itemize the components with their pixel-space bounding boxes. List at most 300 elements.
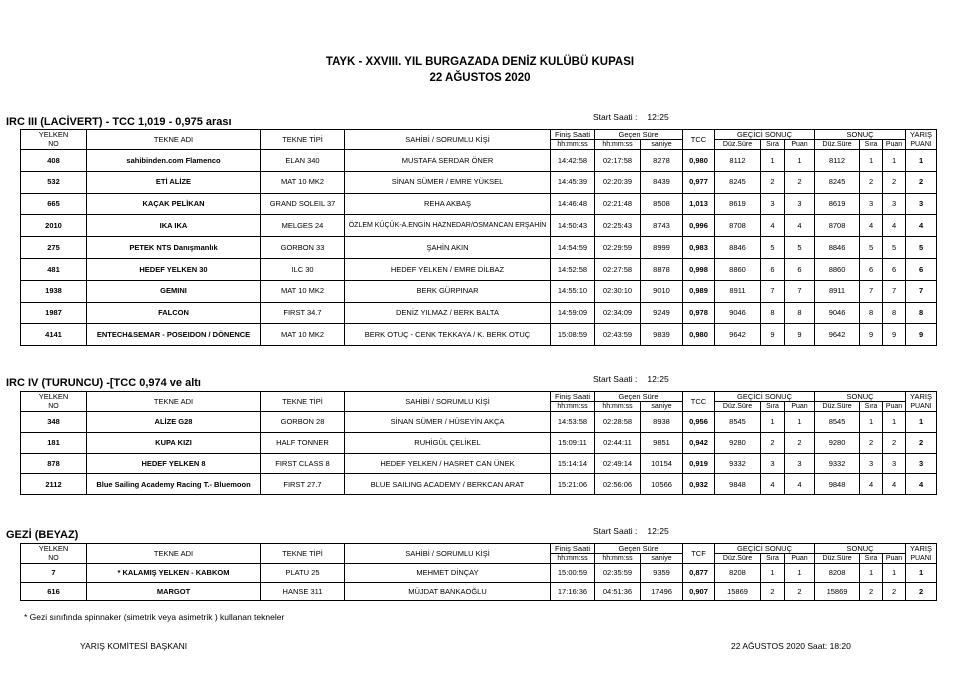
table-row (21, 171, 937, 193)
tcc-factor: 0,980 (683, 150, 715, 172)
tcc-factor: 0,980 (683, 324, 715, 346)
final-rank: 4 (860, 215, 883, 237)
col-header-gecen-sure: Geçen Süre (595, 544, 683, 554)
tcc-factor: 0,998 (683, 258, 715, 280)
col-header-sahibi: SAHİBİ / SORUMLU KİŞİ (345, 544, 551, 564)
final-corrected-time: 9280 (815, 432, 860, 453)
provisional-rank: 2 (761, 582, 785, 601)
elapsed-seconds: 8938 (641, 412, 683, 433)
race-points: 2 (906, 171, 937, 193)
elapsed-time: 02:20:39 (595, 171, 641, 193)
boat-owner: MEHMET DİNÇAY (345, 564, 551, 583)
race-points: 1 (906, 564, 937, 583)
finish-time: 14:50:43 (551, 215, 595, 237)
sail-number: 1987 (21, 302, 87, 324)
sail-number: 616 (21, 582, 87, 601)
col-header-sonuc: SONUÇ (815, 544, 906, 554)
col-header-yaris: YARIŞ (906, 544, 937, 554)
final-points: 1 (883, 412, 906, 433)
elapsed-seconds: 9851 (641, 432, 683, 453)
tcc-factor: 0,907 (683, 582, 715, 601)
final-rank: 6 (860, 258, 883, 280)
final-rank: 2 (860, 432, 883, 453)
elapsed-seconds: 9359 (641, 564, 683, 583)
start-time (593, 374, 669, 384)
race-points: 8 (906, 302, 937, 324)
col-header-tekne-adi: TEKNE ADI (87, 392, 261, 412)
final-points: 2 (883, 432, 906, 453)
table-row (21, 237, 937, 259)
race-points: 1 (906, 412, 937, 433)
boat-type: HANSE 311 (261, 582, 345, 601)
boat-owner: ŞAHİN AKIN (345, 237, 551, 259)
final-corrected-time: 8208 (815, 564, 860, 583)
col-header-puani: PUANI (906, 402, 937, 412)
finish-time: 15:14:14 (551, 453, 595, 474)
col-header-tekne-adi: TEKNE ADI (87, 130, 261, 150)
boat-owner: MÜJDAT BANKAOĞLU (345, 582, 551, 601)
col-subheader-sonuc-puan: Puan (883, 140, 906, 150)
tcc-factor: 0,919 (683, 453, 715, 474)
tcc-factor: 0,942 (683, 432, 715, 453)
boat-name: PETEK NTS Danışmanlık (87, 237, 261, 259)
boat-type: HALF TONNER (261, 432, 345, 453)
boat-name: FALCON (87, 302, 261, 324)
elapsed-time: 02:17:58 (595, 150, 641, 172)
provisional-points: 2 (785, 171, 815, 193)
final-points: 2 (883, 171, 906, 193)
final-rank: 1 (860, 150, 883, 172)
col-header-gecen-sure: Geçen Süre (595, 130, 683, 140)
boat-type: GORBON 28 (261, 412, 345, 433)
race-points: 9 (906, 324, 937, 346)
boat-name: IKA IKA (87, 215, 261, 237)
final-points: 9 (883, 324, 906, 346)
race-points: 2 (906, 582, 937, 601)
tcc-factor: 0,977 (683, 171, 715, 193)
boat-owner: RUHİGÜL ÇELİKEL (345, 432, 551, 453)
table-row (21, 258, 937, 280)
provisional-rank: 3 (761, 193, 785, 215)
race-points: 5 (906, 237, 937, 259)
provisional-points: 4 (785, 474, 815, 495)
final-points: 3 (883, 453, 906, 474)
col-header-no: NO (21, 140, 87, 150)
boat-owner: BLUE SAILING ACADEMY / BERKCAN ARAT (345, 474, 551, 495)
col-subheader-sonuc-puan: Puan (883, 402, 906, 412)
boat-type: PLATU 25 (261, 564, 345, 583)
col-header-gecen-sure: Geçen Süre (595, 392, 683, 402)
final-rank: 8 (860, 302, 883, 324)
col-header-finis: Finiş Saati (551, 392, 595, 402)
boat-name: * KALAMIŞ YELKEN - KABKOM (87, 564, 261, 583)
sail-number: 1938 (21, 280, 87, 302)
final-rank: 1 (860, 564, 883, 583)
sail-number: 2010 (21, 215, 87, 237)
elapsed-seconds: 10154 (641, 453, 683, 474)
col-header-sonuc: SONUÇ (815, 392, 906, 402)
provisional-corrected-time: 9280 (715, 432, 761, 453)
finish-time: 14:54:59 (551, 237, 595, 259)
elapsed-seconds: 9249 (641, 302, 683, 324)
boat-type: FIRST 27.7 (261, 474, 345, 495)
race-points: 6 (906, 258, 937, 280)
table-row (21, 582, 937, 601)
elapsed-time: 04:51:36 (595, 582, 641, 601)
final-corrected-time: 15869 (815, 582, 860, 601)
col-header-finis: Finiş Saati (551, 544, 595, 554)
final-rank: 7 (860, 280, 883, 302)
provisional-corrected-time: 15869 (715, 582, 761, 601)
boat-name: HEDEF YELKEN 8 (87, 453, 261, 474)
boat-type: ELAN 340 (261, 150, 345, 172)
provisional-corrected-time: 8619 (715, 193, 761, 215)
col-subheader-gecici-sira: Sıra (761, 140, 785, 150)
provisional-rank: 4 (761, 215, 785, 237)
table-row (21, 193, 937, 215)
col-header-factor: TCF (683, 544, 715, 564)
provisional-corrected-time: 9046 (715, 302, 761, 324)
col-subheader-gecen-hms: hh:mm:ss (595, 140, 641, 150)
section-title: IRC III (LACİVERT) - TCC 1,019 - 0,975 arası (6, 116, 232, 128)
boat-type: FIRST 34.7 (261, 302, 345, 324)
final-rank: 2 (860, 582, 883, 601)
col-subheader-gecen-saniye: saniye (641, 140, 683, 150)
provisional-rank: 1 (761, 412, 785, 433)
provisional-corrected-time: 9848 (715, 474, 761, 495)
finish-time: 14:45:39 (551, 171, 595, 193)
provisional-points: 9 (785, 324, 815, 346)
col-subheader-finis: hh:mm:ss (551, 554, 595, 564)
boat-owner: MUSTAFA SERDAR ÖNER (345, 150, 551, 172)
elapsed-time: 02:44:11 (595, 432, 641, 453)
col-subheader-gecen-hms: hh:mm:ss (595, 402, 641, 412)
sail-number: 7 (21, 564, 87, 583)
provisional-corrected-time: 9332 (715, 453, 761, 474)
finish-time: 15:00:59 (551, 564, 595, 583)
elapsed-seconds: 8278 (641, 150, 683, 172)
sail-number: 348 (21, 412, 87, 433)
col-subheader-sonuc-sira: Sıra (860, 140, 883, 150)
sail-number: 481 (21, 258, 87, 280)
provisional-points: 3 (785, 193, 815, 215)
boat-owner: HEDEF YELKEN / HASRET CAN ÜNEK (345, 453, 551, 474)
col-subheader-gecici-puan: Puan (785, 402, 815, 412)
final-corrected-time: 8846 (815, 237, 860, 259)
col-subheader-sonuc-puan: Puan (883, 554, 906, 564)
provisional-rank: 8 (761, 302, 785, 324)
provisional-corrected-time: 8245 (715, 171, 761, 193)
race-points: 4 (906, 474, 937, 495)
final-corrected-time: 8112 (815, 150, 860, 172)
col-subheader-sonuc-sira: Sıra (860, 554, 883, 564)
section-title: GEZİ (BEYAZ) (6, 529, 79, 541)
final-points: 3 (883, 193, 906, 215)
provisional-corrected-time: 8545 (715, 412, 761, 433)
results-table (20, 543, 937, 601)
boat-name: ETİ ALİZE (87, 171, 261, 193)
start-time-label: Start Saati : (593, 526, 638, 536)
table-row (21, 564, 937, 583)
elapsed-seconds: 9010 (641, 280, 683, 302)
col-subheader-gecici-sira: Sıra (761, 554, 785, 564)
col-header-factor: TCC (683, 130, 715, 150)
col-header-yelken: YELKEN (21, 544, 87, 554)
provisional-corrected-time: 8846 (715, 237, 761, 259)
finish-time: 15:21:06 (551, 474, 595, 495)
finish-time: 14:42:58 (551, 150, 595, 172)
final-corrected-time: 8708 (815, 215, 860, 237)
final-rank: 4 (860, 474, 883, 495)
elapsed-seconds: 17496 (641, 582, 683, 601)
boat-type: GORBON 33 (261, 237, 345, 259)
elapsed-time: 02:30:10 (595, 280, 641, 302)
final-points: 7 (883, 280, 906, 302)
sail-number: 275 (21, 237, 87, 259)
provisional-rank: 9 (761, 324, 785, 346)
provisional-points: 7 (785, 280, 815, 302)
provisional-points: 2 (785, 582, 815, 601)
col-subheader-gecici-duz-sure: Düz.Süre (715, 402, 761, 412)
final-corrected-time: 8860 (815, 258, 860, 280)
boat-type: MAT 10 MK2 (261, 324, 345, 346)
committee-signature-label: YARIŞ KOMİTESİ BAŞKANI (80, 641, 188, 651)
elapsed-time: 02:27:58 (595, 258, 641, 280)
col-header-gecici-sonuc: GEÇİCİ SONUÇ (715, 130, 815, 140)
provisional-rank: 3 (761, 453, 785, 474)
tcc-factor: 0,877 (683, 564, 715, 583)
boat-type: FIRST CLASS 8 (261, 453, 345, 474)
col-subheader-sonuc-duz-sure: Düz.Süre (815, 402, 860, 412)
provisional-corrected-time: 8208 (715, 564, 761, 583)
boat-type: ILC 30 (261, 258, 345, 280)
boat-name: KAÇAK PELİKAN (87, 193, 261, 215)
provisional-rank: 7 (761, 280, 785, 302)
col-subheader-sonuc-duz-sure: Düz.Süre (815, 554, 860, 564)
provisional-corrected-time: 9642 (715, 324, 761, 346)
results-table (20, 391, 937, 495)
final-corrected-time: 9046 (815, 302, 860, 324)
provisional-rank: 2 (761, 171, 785, 193)
col-header-gecici-sonuc: GEÇİCİ SONUÇ (715, 392, 815, 402)
final-points: 4 (883, 474, 906, 495)
elapsed-time: 02:21:48 (595, 193, 641, 215)
boat-type: MAT 10 MK2 (261, 280, 345, 302)
start-time-label: Start Saati : (593, 374, 638, 384)
tcc-factor: 0,996 (683, 215, 715, 237)
final-points: 1 (883, 564, 906, 583)
provisional-corrected-time: 8911 (715, 280, 761, 302)
sail-number: 4141 (21, 324, 87, 346)
race-points: 4 (906, 215, 937, 237)
boat-type: MAT 10 MK2 (261, 171, 345, 193)
provisional-points: 5 (785, 237, 815, 259)
col-subheader-gecici-puan: Puan (785, 554, 815, 564)
final-rank: 2 (860, 171, 883, 193)
col-header-yaris: YARIŞ (906, 130, 937, 140)
final-corrected-time: 9642 (815, 324, 860, 346)
col-header-yaris: YARIŞ (906, 392, 937, 402)
col-header-finis: Finiş Saati (551, 130, 595, 140)
boat-name: GEMINI (87, 280, 261, 302)
boat-owner: REHA AKBAŞ (345, 193, 551, 215)
footnote: * Gezi sınıfında spinnaker (simetrik veya asimetrik ) kullanan tekneler (24, 612, 285, 622)
col-header-sonuc: SONUÇ (815, 130, 906, 140)
final-points: 8 (883, 302, 906, 324)
tcc-factor: 1,013 (683, 193, 715, 215)
race-points: 1 (906, 150, 937, 172)
sail-number: 2112 (21, 474, 87, 495)
boat-type: GRAND SOLEIL 37 (261, 193, 345, 215)
tcc-factor: 0,956 (683, 412, 715, 433)
provisional-rank: 1 (761, 150, 785, 172)
start-time (593, 526, 669, 536)
col-header-puani: PUANI (906, 554, 937, 564)
elapsed-seconds: 8999 (641, 237, 683, 259)
boat-owner: ÖZLEM KÜÇÜK-A.ENGİN HAZNEDAR/OSMANCAN ERŞAHİN (345, 215, 551, 237)
tcc-factor: 0,932 (683, 474, 715, 495)
provisional-corrected-time: 8112 (715, 150, 761, 172)
final-rank: 9 (860, 324, 883, 346)
boat-name: KUPA KIZI (87, 432, 261, 453)
boat-type: MELGES 24 (261, 215, 345, 237)
elapsed-time: 02:29:59 (595, 237, 641, 259)
table-row (21, 432, 937, 453)
sail-number: 878 (21, 453, 87, 474)
final-rank: 3 (860, 453, 883, 474)
col-header-sahibi: SAHİBİ / SORUMLU KİŞİ (345, 392, 551, 412)
final-points: 6 (883, 258, 906, 280)
provisional-points: 8 (785, 302, 815, 324)
col-subheader-gecici-puan: Puan (785, 140, 815, 150)
final-points: 2 (883, 582, 906, 601)
boat-name: HEDEF YELKEN 30 (87, 258, 261, 280)
col-header-gecici-sonuc: GEÇİCİ SONUÇ (715, 544, 815, 554)
race-points: 3 (906, 453, 937, 474)
final-points: 4 (883, 215, 906, 237)
table-row (21, 215, 937, 237)
elapsed-seconds: 8439 (641, 171, 683, 193)
provisional-rank: 2 (761, 432, 785, 453)
boat-owner: BERK GÜRPINAR (345, 280, 551, 302)
finish-time: 14:52:58 (551, 258, 595, 280)
boat-owner: BERK OTUÇ - CENK TEKKAYA / K. BERK OTUÇ (345, 324, 551, 346)
col-header-factor: TCC (683, 392, 715, 412)
tcc-factor: 0,978 (683, 302, 715, 324)
provisional-corrected-time: 8860 (715, 258, 761, 280)
document-date: 22 AĞUSTOS 2020 (429, 72, 531, 84)
elapsed-time: 02:35:59 (595, 564, 641, 583)
provisional-points: 6 (785, 258, 815, 280)
elapsed-time: 02:34:09 (595, 302, 641, 324)
sail-number: 408 (21, 150, 87, 172)
provisional-rank: 5 (761, 237, 785, 259)
elapsed-seconds: 8743 (641, 215, 683, 237)
boat-owner: HEDEF YELKEN / EMRE DİLBAZ (345, 258, 551, 280)
col-subheader-gecici-duz-sure: Düz.Süre (715, 554, 761, 564)
finish-time: 14:53:58 (551, 412, 595, 433)
start-time-value: 12:25 (647, 374, 669, 384)
start-time-label: Start Saati : (593, 112, 638, 122)
provisional-rank: 4 (761, 474, 785, 495)
finish-time: 14:46:48 (551, 193, 595, 215)
col-subheader-gecici-duz-sure: Düz.Süre (715, 140, 761, 150)
table-row (21, 150, 937, 172)
col-subheader-sonuc-sira: Sıra (860, 402, 883, 412)
tcc-factor: 0,989 (683, 280, 715, 302)
race-points: 2 (906, 432, 937, 453)
col-header-tekne-tipi: TEKNE TİPİ (261, 130, 345, 150)
race-points: 7 (906, 280, 937, 302)
finish-time: 14:55:10 (551, 280, 595, 302)
final-rank: 5 (860, 237, 883, 259)
col-subheader-gecen-saniye: saniye (641, 554, 683, 564)
table-row (21, 474, 937, 495)
col-header-puani: PUANI (906, 140, 937, 150)
section-title: IRC IV (TURUNCU) -[TCC 0,974 ve altı (6, 377, 201, 389)
table-row (21, 324, 937, 346)
elapsed-time: 02:49:14 (595, 453, 641, 474)
start-time (593, 112, 669, 122)
final-corrected-time: 9848 (815, 474, 860, 495)
provisional-points: 1 (785, 412, 815, 433)
finish-time: 17:16:36 (551, 582, 595, 601)
boat-name: Blue Sailing Academy Racing T.- Bluemoon (87, 474, 261, 495)
col-subheader-gecen-saniye: saniye (641, 402, 683, 412)
start-time-value: 12:25 (647, 112, 669, 122)
final-rank: 1 (860, 412, 883, 433)
col-header-no: NO (21, 402, 87, 412)
provisional-corrected-time: 8708 (715, 215, 761, 237)
final-points: 5 (883, 237, 906, 259)
final-corrected-time: 8619 (815, 193, 860, 215)
boat-name: ALİZE G28 (87, 412, 261, 433)
boat-name: ENTECH&SEMAR - POSEIDON / DÖNENCE (87, 324, 261, 346)
elapsed-time: 02:43:59 (595, 324, 641, 346)
final-corrected-time: 8245 (815, 171, 860, 193)
table-row (21, 302, 937, 324)
finish-time: 14:59:09 (551, 302, 595, 324)
boat-name: MARGOT (87, 582, 261, 601)
boat-name: sahibinden.com Flamenco (87, 150, 261, 172)
col-header-sahibi: SAHİBİ / SORUMLU KİŞİ (345, 130, 551, 150)
race-points: 3 (906, 193, 937, 215)
col-header-yelken: YELKEN (21, 392, 87, 402)
col-header-no: NO (21, 554, 87, 564)
elapsed-time: 02:25:43 (595, 215, 641, 237)
finish-time: 15:09:11 (551, 432, 595, 453)
table-row (21, 412, 937, 433)
final-corrected-time: 9332 (815, 453, 860, 474)
col-header-tekne-tipi: TEKNE TİPİ (261, 544, 345, 564)
col-subheader-finis: hh:mm:ss (551, 140, 595, 150)
col-subheader-gecen-hms: hh:mm:ss (595, 554, 641, 564)
provisional-points: 3 (785, 453, 815, 474)
finish-time: 15:08:59 (551, 324, 595, 346)
col-header-yelken: YELKEN (21, 130, 87, 140)
tcc-factor: 0,983 (683, 237, 715, 259)
col-subheader-sonuc-duz-sure: Düz.Süre (815, 140, 860, 150)
sail-number: 532 (21, 171, 87, 193)
final-corrected-time: 8911 (815, 280, 860, 302)
provisional-points: 1 (785, 564, 815, 583)
elapsed-time: 02:28:58 (595, 412, 641, 433)
boat-owner: SİNAN SÜMER / HÜSEYİN AKÇA (345, 412, 551, 433)
boat-owner: SİNAN SÜMER / EMRE YÜKSEL (345, 171, 551, 193)
col-header-tekne-adi: TEKNE ADI (87, 544, 261, 564)
final-rank: 3 (860, 193, 883, 215)
provisional-points: 4 (785, 215, 815, 237)
